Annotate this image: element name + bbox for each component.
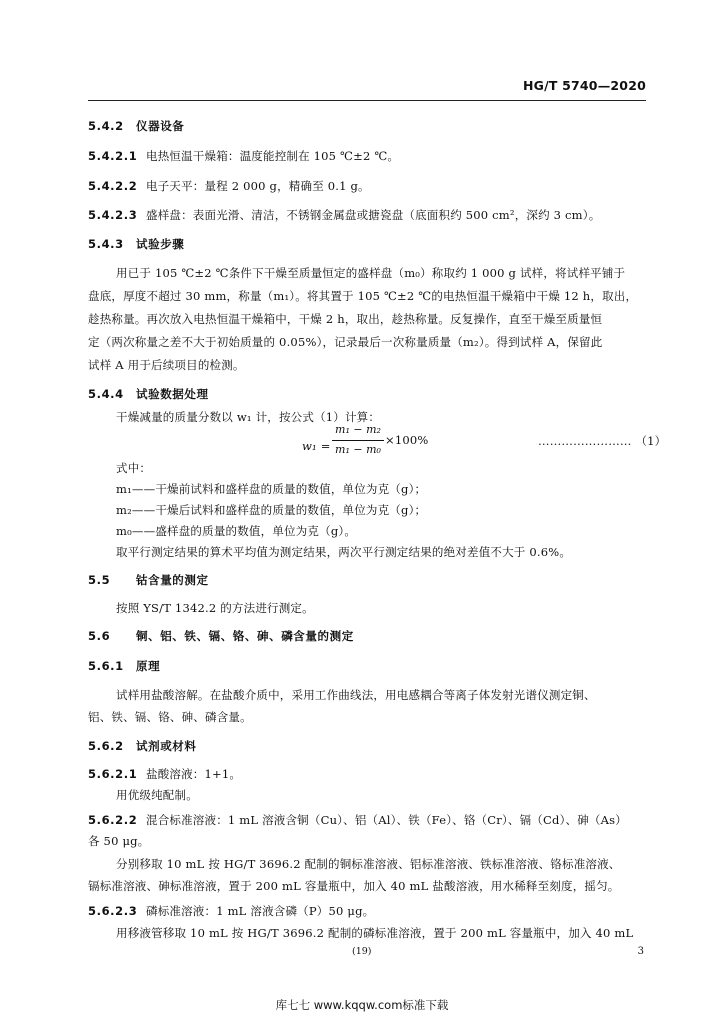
section-number: 5.4.2.1 <box>88 149 138 163</box>
clause-5-6-2-1 <box>88 766 241 782</box>
heading-5-6-2 <box>88 738 197 754</box>
clause-text: 盐酸溶液：1+1。 <box>146 767 242 781</box>
header-rule <box>88 100 646 101</box>
section-number: 5.6.2.2 <box>88 813 138 827</box>
heading-5-5 <box>88 572 209 588</box>
variable-definition: m₀——盛样盘的质量的数值，单位为克（g）。 <box>116 524 357 538</box>
section-number: 5.6.2.1 <box>88 767 138 781</box>
section-number: 5.6.2.3 <box>88 904 138 918</box>
paragraph-line: 趁热称量。再次放入电热恒温干燥箱中，干燥 2 h，取出，趁热称量。反复操作，直至干燥至质量恒 <box>88 312 603 326</box>
clause-text: 磷标准溶液：1 mL 溶液含磷（P）50 μg。 <box>146 904 375 918</box>
section-title: 试剂或材料 <box>136 739 197 753</box>
paragraph-line: 铝、铁、镉、铬、砷、磷含量。 <box>88 710 252 724</box>
clause-text: 混合标准溶液：1 mL 溶液含铜（Cu）、铝（Al）、铁（Fe）、铬（Cr）、镉（Cd）、砷（As） <box>146 813 627 827</box>
page-number: 3 <box>637 946 644 957</box>
formula-numerator: m₁ − m₂ <box>335 423 381 436</box>
section-title: 铜、铝、铁、镉、铬、砷、磷含量的测定 <box>136 629 354 643</box>
section-number: 5.4.4 <box>88 387 124 401</box>
result-note: 取平行测定结果的算术平均值为测定结果，两次平行测定结果的绝对差值不大于 0.6%。 <box>116 545 572 559</box>
formula-rhs: ×100% <box>385 433 429 447</box>
heading-5-6 <box>88 628 354 644</box>
heading-5-6-1 <box>88 658 160 674</box>
heading-5-4-2 <box>88 118 184 134</box>
section-number: 5.5 <box>88 573 111 587</box>
paragraph-line: 定（两次称量之差不大于初始质量的 0.05%），记录最后一次称量质量（m₂）。得到试样 A，保留此 <box>88 335 603 349</box>
section-title: 钴含量的测定 <box>136 573 209 587</box>
section-number: 5.4.3 <box>88 237 124 251</box>
paragraph-line: 镉标准溶液、砷标准溶液，置于 200 mL 容量瓶中，加入 40 mL 盐酸溶液，用水稀释至刻度，摇匀。 <box>88 879 620 893</box>
section-number: 5.6.1 <box>88 659 124 673</box>
formula-denominator: m₁ − m₀ <box>335 443 381 456</box>
variable-definition: m₁——干燥前试料和盛样盘的质量的数值，单位为克（g）； <box>116 482 427 496</box>
clause-text: 电热恒温干燥箱：温度能控制在 105 ℃±2 ℃。 <box>146 149 400 163</box>
section-title: 仪器设备 <box>136 119 185 133</box>
clause-5-4-2-1 <box>88 148 399 164</box>
paragraph-line: 分别移取 10 mL 按 HG/T 3696.2 配制的铜标准溶液、铝标准溶液、铁标准溶液、铬标准溶液、 <box>116 857 621 871</box>
paragraph-line: 盘底，厚度不超过 30 mm，称量（m₁）。将其置于 105 ℃±2 ℃的电热恒温干燥箱中干燥 12 h，取出， <box>88 289 638 303</box>
heading-5-4-4 <box>88 386 209 402</box>
section-number: 5.6 <box>88 629 111 643</box>
clause-5-6-2-2 <box>88 812 627 828</box>
section-number: 5.4.2.2 <box>88 179 138 193</box>
section-title: 试验数据处理 <box>136 387 209 401</box>
paragraph-line: 试样用盐酸溶解。在盐酸介质中，采用工作曲线法，用电感耦合等离子体发射光谱仪测定铜、 <box>116 688 596 702</box>
clause-5-4-2-3 <box>88 207 600 223</box>
paragraph-line: 用优级纯配制。 <box>116 788 198 802</box>
formula-lhs: w₁ = <box>302 439 331 453</box>
footer-watermark: 库七七 www.kqqw.com标准下载 <box>275 998 449 1012</box>
section-title: 原理 <box>136 659 161 673</box>
section-title: 试验步骤 <box>136 237 185 251</box>
formula-intro: 干燥减量的质量分数以 w₁ 计，按公式（1）计算： <box>116 410 381 424</box>
page-sequence: (19) <box>352 946 372 957</box>
paragraph-line: 用移液管移取 10 mL 按 HG/T 3696.2 配制的磷标准溶液，置于 200 mL 容量瓶中，加入 40 mL <box>116 926 634 940</box>
clause-5-6-2-3 <box>88 903 374 919</box>
formula-number: …………………… （1） <box>538 434 667 448</box>
clause-text: 盛样盘：表面光滑、清洁，不锈钢金属盘或搪瓷盘（底面积约 500 cm²，深约 3 cm）。 <box>146 208 601 222</box>
standard-code: HG/T 5740—2020 <box>522 78 646 93</box>
section-number: 5.4.2 <box>88 119 124 133</box>
paragraph-line: 试样 A 用于后续项目的检测。 <box>88 358 245 372</box>
fraction-bar <box>332 440 384 441</box>
heading-5-4-3 <box>88 236 184 252</box>
section-number: 5.6.2 <box>88 739 124 753</box>
paragraph-line: 用已于 105 ℃±2 ℃条件下干燥至质量恒定的盛样盘（m₀）称取约 1 000 g 试样，将试样平铺于 <box>116 266 626 280</box>
paragraph-line: 各 50 μg。 <box>88 834 150 848</box>
variable-definition: m₂——干燥后试料和盛样盘的质量的数值，单位为克（g）； <box>116 503 427 517</box>
where-label: 式中： <box>116 461 152 475</box>
section-number: 5.4.2.3 <box>88 208 138 222</box>
clause-text: 电子天平：量程 2 000 g，精确至 0.1 g。 <box>146 179 370 193</box>
paragraph-line: 按照 YS/T 1342.2 的方法进行测定。 <box>116 601 314 615</box>
clause-5-4-2-2 <box>88 178 370 194</box>
